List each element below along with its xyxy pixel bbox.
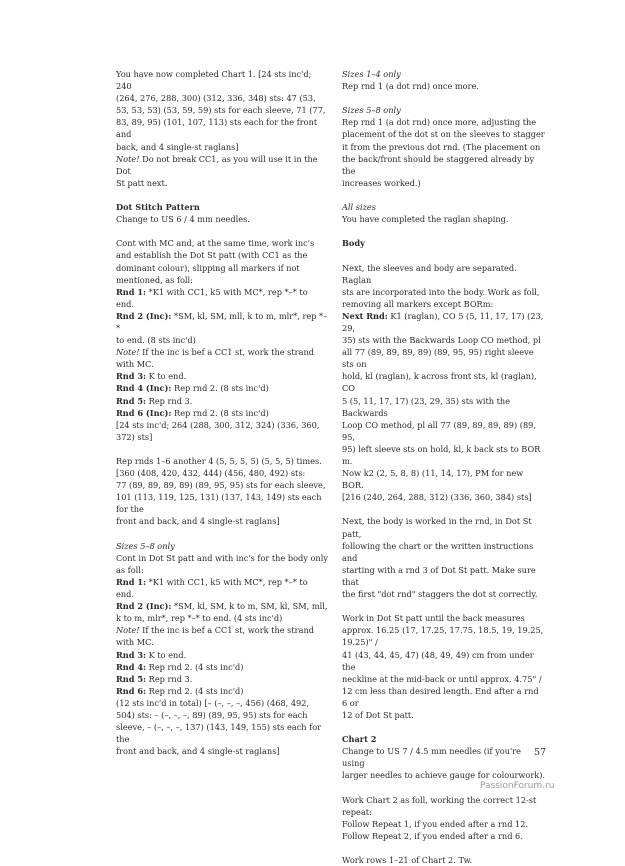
text-line: 372) sts] (116, 431, 153, 442)
round-line (116, 576, 328, 600)
text-line: all 77 (89, 89, 89, 89) (89, 95, 95) right sleeve sts on (342, 347, 534, 370)
round-text: *SM, kl, SM, k to m, SM, kl, SM, mll, (171, 601, 328, 612)
text-line: 5 (5, 11, 17, 17) (23, 29, 35) sts with the Backwards (342, 395, 511, 418)
note-text: Do not break CC1, as you will use it in the Dot (116, 153, 318, 176)
text-line: (264, 276, 288, 300) (312, 336, 348) sts: 47 (53, (116, 93, 316, 104)
text-line: Rep rnd 1 (a dot rnd) once more, adjusting the (342, 117, 537, 128)
round-line (116, 673, 328, 685)
repeat-paragraph (116, 455, 328, 528)
text-line: back, and 4 single-st raglans] (116, 141, 239, 152)
note-line (116, 153, 328, 177)
text-line: Follow Repeat 2, if you ended after a rnd 6. (342, 830, 523, 841)
sizes-1-4-section (342, 68, 546, 92)
round-text: *K1 with CC1, k5 with MC*, rep *–* to end. (116, 576, 308, 600)
subsection-heading: Sizes 5–8 only (116, 540, 175, 551)
section-heading: Body (342, 238, 365, 249)
dot-patt-paragraph (342, 515, 546, 600)
text-line: Cont with MC and, at the same time, work inc's (116, 238, 315, 249)
round-text: Rep rnd 2. (4 sts inc'd) (146, 661, 244, 672)
round-line (116, 310, 328, 334)
text-line: You have completed the raglan shaping. (342, 214, 509, 225)
text-line: 12 of Dot St patt. (342, 709, 414, 720)
round-text: Rep rnd 3. (146, 395, 193, 406)
text-line: k to m, mlr*, rep *–* to end. (4 sts inc'd) (116, 613, 283, 624)
note-text: If the inc is bef a CC1 st, work the strand (139, 347, 314, 358)
all-sizes-section (342, 201, 546, 225)
body-heading-block (342, 237, 546, 249)
text-line: Rep rnds 1–6 another 4 (5, 5, 5, 5) (5, 5, 5) times. (116, 456, 322, 466)
text-line: [24 sts inc'd; 264 (288, 300, 312, 324) (336, 360, (116, 419, 320, 430)
round-line (116, 407, 328, 419)
round-text: Rep rnd 3. (146, 673, 193, 684)
note-label: Note! (116, 347, 140, 358)
note-line (116, 624, 328, 636)
text-line: Cont in Dot St patt and with inc's for the body only (116, 552, 328, 563)
text-line: starting with a rnd 3 of Dot St patt. Make sure that (342, 564, 536, 587)
text-line: removing all markers except BORm: (342, 298, 494, 309)
text-line: mentioned, as foll: (116, 274, 193, 285)
round-line (116, 600, 328, 612)
intro-paragraph (116, 68, 328, 189)
text-line: Follow Repeat 1, if you ended after a rnd 12. (342, 818, 529, 829)
dot-stitch-instructions (116, 237, 328, 443)
round-label: Next Rnd: (342, 310, 388, 321)
round-label: Rnd 2 (Inc): (116, 310, 172, 321)
round-label: Rnd 3: (116, 649, 147, 660)
text-line: Rep rnd 1 (a dot rnd) once more. (342, 81, 479, 92)
round-label: Rnd 3: (116, 371, 147, 382)
text-line: Change to US 7 / 4.5 mm needles (if you're using (342, 746, 521, 769)
text-line: [216 (240, 264, 288, 312) (336, 360, 384) sts] (342, 492, 532, 503)
round-label: Rnd 1: (116, 576, 147, 587)
text-line: dominant colour), slipping all markers if not (116, 262, 300, 273)
round-text: Rep rnd 2. (8 sts inc'd) (171, 407, 269, 418)
text-line: You have now completed Chart 1. [24 sts inc'd; 240 (116, 69, 312, 92)
text-line: approx. 16.25 (17, 17.25, 17.75, 18.5, 19, 19.25, 19.25)" / (342, 625, 544, 648)
text-line: Loop CO method, pl all 77 (89, 89, 89, 89) (89, 95, (342, 419, 536, 442)
left-column (116, 68, 328, 757)
text-line: 83, 89, 95) (101, 107, 113) sts each for the front and (116, 117, 318, 140)
note-label: Note! (116, 625, 140, 636)
text-line: increases worked.) (342, 177, 421, 188)
measure-paragraph (342, 612, 546, 721)
text-line: to end. (8 sts inc'd) (116, 335, 196, 346)
right-column (342, 68, 546, 866)
text-line: 504) sts: – (–, –, –, 89) (89, 95, 95) sts for each (116, 709, 308, 720)
subsection-heading: Sizes 5–8 only (342, 105, 401, 116)
text-line: Next, the sleeves and body are separated. Raglan (342, 262, 517, 285)
round-label: Rnd 4 (Inc): (116, 383, 172, 394)
round-line (342, 310, 546, 334)
text-line: with MC. (116, 359, 154, 370)
text-line: 53, 53, 53) (53, 59, 59) sts for each sleeve, 71 (77, (116, 105, 326, 116)
round-text: *K1 with CC1, k5 with MC*, rep *–* to end. (116, 286, 308, 309)
round-line (116, 395, 328, 407)
page-number: 57 (534, 747, 547, 758)
final-paragraph (342, 854, 546, 866)
round-text: K to end. (146, 649, 187, 660)
text-line: and establish the Dot St patt (with CC1 as the (116, 250, 308, 261)
text-line: 95) left sleeve sts on hold, kl, k back sts to BOR m. (342, 443, 541, 466)
chart-2-section (342, 733, 546, 781)
text-line: sleeve, – (–, –, –, 137) (143, 149, 155) sts each for the (116, 722, 322, 745)
watermark-text: PassionForum.ru (480, 781, 555, 791)
text-line: larger needles to achieve gauge for colourwork). (342, 770, 546, 781)
round-text: K1 (raglan), CO 5 (5, 11, 17, 17) (23, 29, (342, 310, 544, 333)
round-label: Rnd 5: (116, 395, 147, 406)
text-line: 101 (113, 119, 125, 131) (137, 143, 149) sts each for the (116, 492, 322, 515)
round-line (116, 661, 328, 673)
round-line (116, 382, 328, 394)
text-line: neckline at the mid-back or until approx. 4.75" / (342, 673, 542, 684)
text-line: as foll: (116, 564, 144, 575)
text-line: Next, the body is worked in the rnd, in Dot St patt, (342, 516, 532, 539)
text-line: St patt next. (116, 177, 168, 188)
text-line: 41 (43, 44, 45, 47) (48, 49, 49) cm from under the (342, 649, 534, 672)
subsection-heading: Sizes 1–4 only (342, 69, 401, 79)
round-text: *SM, kl, SM, mll, k to m, mlr*, rep *–* (116, 310, 328, 333)
text-line: Work in Dot St patt until the back measures (342, 613, 525, 624)
text-line: 77 (89, 89, 89, 89) (89, 95, 95) sts for each sleeve, (116, 480, 326, 491)
round-text: Rep rnd 2. (4 sts inc'd) (146, 685, 244, 696)
text-line: repeat: (342, 806, 372, 817)
text-line: Now k2 (2, 5, 8, 8) (11, 14, 17), PM for new BOR. (342, 468, 524, 491)
note-label: Note! (116, 153, 140, 164)
text-line: Change to US 6 / 4 mm needles. (116, 214, 250, 225)
round-label: Rnd 1: (116, 286, 147, 297)
text-line: front and back, and 4 single-st raglans] (116, 746, 280, 757)
text-line: following the chart or the written instructions and (342, 540, 534, 563)
text-line: 35) sts with the Backwards Loop CO method, pl (342, 335, 541, 346)
text-line: it from the previous dot rnd. (The placement on (342, 141, 541, 152)
round-label: Rnd 6 (Inc): (116, 407, 172, 418)
round-line (116, 286, 328, 310)
round-label: Rnd 6: (116, 685, 147, 696)
text-line: 12 cm less than desired length. End after a rnd 6 or (342, 685, 539, 708)
chart-2-repeat-paragraph (342, 794, 546, 842)
sizes-5-8-section (116, 540, 328, 758)
sizes-5-8-section (342, 104, 546, 189)
round-label: Rnd 4: (116, 661, 147, 672)
round-label: Rnd 5: (116, 673, 147, 684)
text-line: [360 (408, 420, 432, 444) (456, 480, 492) sts: (116, 468, 306, 479)
note-line (116, 346, 328, 358)
section-heading: Chart 2 (342, 734, 377, 745)
text-line: the first "dot rnd" staggers the dot st correctly. (342, 589, 538, 600)
text-line: placement of the dot st on the sleeves to stagger (342, 129, 545, 140)
round-label: Rnd 2 (Inc): (116, 601, 172, 612)
round-text: Rep rnd 2. (8 sts inc'd) (171, 383, 269, 394)
dot-stitch-section (116, 201, 328, 225)
text-line: with MC. (116, 637, 154, 648)
text-line: sts are incorporated into the body. Work as foll, (342, 286, 540, 297)
body-separation-paragraph (342, 262, 546, 504)
subsection-heading: All sizes (342, 202, 376, 213)
round-line (116, 685, 328, 697)
text-line: the back/front should be staggered already by the (342, 153, 535, 176)
text-line: Work Chart 2 as foll, working the correct 12-st (342, 794, 537, 805)
note-text: If the inc is bef a CC1 st, work the strand (139, 625, 314, 636)
section-heading: Dot Stitch Pattern (116, 202, 200, 213)
round-line (116, 649, 328, 661)
text-line: Work rows 1–21 of Chart 2. Tw. (342, 855, 473, 866)
round-line (116, 370, 328, 382)
text-line: hold, kl (raglan), k across front sts, kl (raglan), CO (342, 371, 537, 394)
text-line: (12 sts inc'd in total) [– (–, –, –, 456) (468, 492, (116, 697, 310, 708)
text-line: front and back, and 4 single-st raglans] (116, 516, 280, 527)
round-text: K to end. (146, 371, 187, 382)
